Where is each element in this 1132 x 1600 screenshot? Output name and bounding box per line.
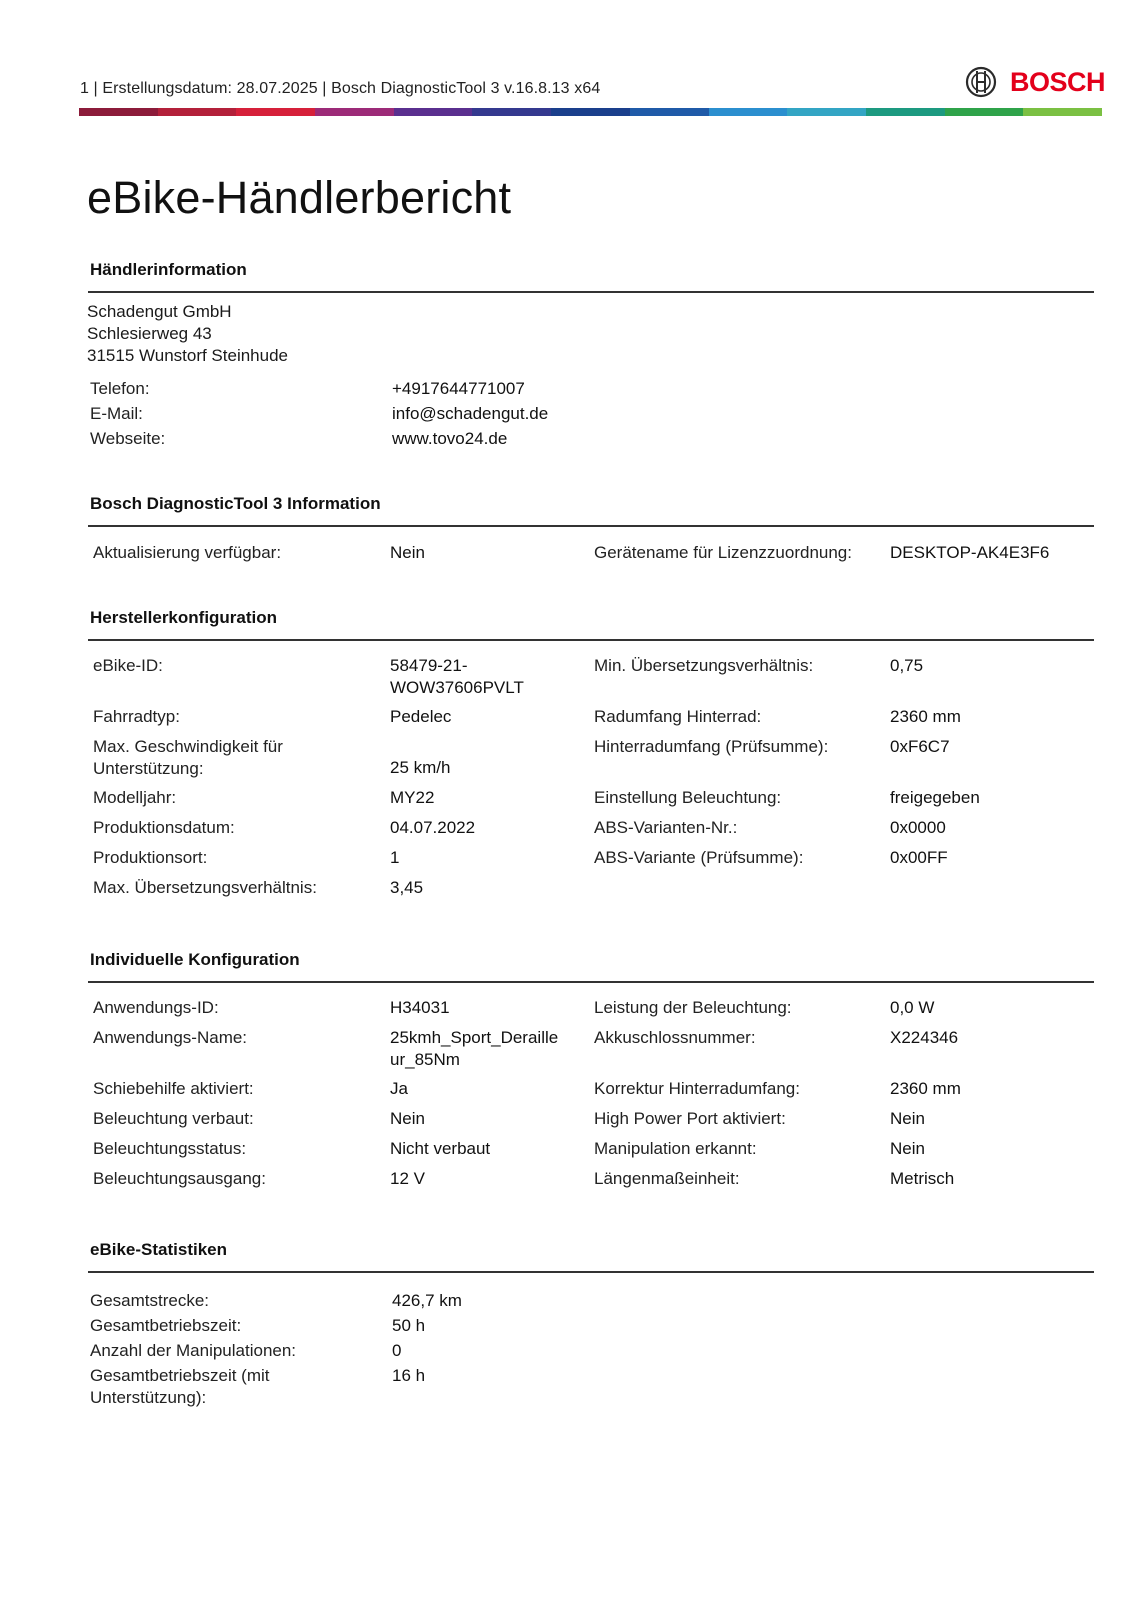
website-label: Webseite: <box>90 429 166 448</box>
individual-field-value: Nein <box>390 1109 425 1128</box>
individual-field-label: Längenmaßeinheit: <box>594 1169 740 1188</box>
website-value: www.tovo24.de <box>392 429 508 448</box>
bosch-logo <box>965 66 1105 100</box>
color-bar-segment <box>1023 108 1102 116</box>
update-available-label: Aktualisierung verfügbar: <box>93 543 282 562</box>
color-bar-segment <box>787 108 866 116</box>
statistic-label: Anzahl der Manipulationen: <box>90 1341 297 1360</box>
color-bar-segment <box>472 108 551 116</box>
color-bar-segment <box>945 108 1024 116</box>
manufacturer-field-label: Max. Übersetzungsverhältnis: <box>93 878 317 897</box>
email-label: E-Mail: <box>90 404 143 423</box>
individual-field-value: 25kmh_Sport_Deraille ur_85Nm <box>390 1028 559 1069</box>
color-bar-segment <box>79 108 158 116</box>
manufacturer-field-label: Modelljahr: <box>93 788 177 807</box>
individual-field-label: Beleuchtungsausgang: <box>93 1169 266 1188</box>
manufacturer-field-value: 0,75 <box>890 656 924 675</box>
color-bar-segment <box>630 108 709 116</box>
update-available-value: Nein <box>390 543 425 562</box>
individual-field-value: Nein <box>890 1109 925 1128</box>
manufacturer-field-label: ABS-Varianten-Nr.: <box>594 818 738 837</box>
manufacturer-field-label: Hinterradumfang (Prüfsumme): <box>594 737 829 756</box>
dealer-section-divider <box>88 291 1094 293</box>
email-value: info@schadengut.de <box>392 404 549 423</box>
manufacturer-field-label: Radumfang Hinterrad: <box>594 707 762 726</box>
page-title: eBike-Händlerbericht <box>87 172 512 223</box>
color-bar-segment <box>236 108 315 116</box>
dealer-street: Schlesierweg 43 <box>87 324 212 343</box>
manufacturer-field-label: eBike-ID: <box>93 656 163 675</box>
tool-section-divider <box>88 525 1094 527</box>
phone-value: +4917644771007 <box>392 379 525 398</box>
color-bar-segment <box>551 108 630 116</box>
manufacturer-field-label: Min. Übersetzungsverhältnis: <box>594 656 814 675</box>
manufacturer-section-divider <box>88 639 1094 641</box>
manufacturer-field-label: Einstellung Beleuchtung: <box>594 788 782 807</box>
color-bar-segment <box>315 108 394 116</box>
manufacturer-field-value: 3,45 <box>390 878 424 897</box>
individual-field-label: Korrektur Hinterradumfang: <box>594 1079 800 1098</box>
statistic-label: Gesamtbetriebszeit: <box>90 1316 242 1335</box>
manufacturer-field-value: 0x0000 <box>890 818 946 837</box>
color-bar-segment <box>394 108 473 116</box>
manufacturer-field-value: 25 km/h <box>390 758 451 777</box>
individual-field-value: Nicht verbaut <box>390 1139 491 1158</box>
statistic-value: 0 <box>392 1341 402 1360</box>
manufacturer-field-label: Fahrradtyp: <box>93 707 180 726</box>
phone-label: Telefon: <box>90 379 150 398</box>
individual-field-label: Akkuschlossnummer: <box>594 1028 756 1047</box>
dealer-section-heading: Händlerinformation <box>90 260 247 279</box>
statistic-value: 16 h <box>392 1366 426 1385</box>
individual-field-label: High Power Port aktiviert: <box>594 1109 786 1128</box>
dealer-name: Schadengut GmbH <box>87 302 232 321</box>
individual-field-value: 12 V <box>390 1169 425 1188</box>
manufacturer-field-label: ABS-Variante (Prüfsumme): <box>594 848 804 867</box>
individual-section-heading: Individuelle Konfiguration <box>90 950 300 969</box>
dealer-city: 31515 Wunstorf Steinhude <box>87 346 288 365</box>
individual-field-value: 0,0 W <box>890 998 935 1017</box>
individual-field-value: 2360 mm <box>890 1079 961 1098</box>
manufacturer-field-value: 1 <box>390 848 400 867</box>
manufacturer-field-value: Pedelec <box>390 707 452 726</box>
manufacturer-field-label: Produktionsdatum: <box>93 818 235 837</box>
statistic-label: Gesamtbetriebszeit (mit Unterstützung): <box>90 1366 270 1407</box>
color-bar-segment <box>866 108 945 116</box>
individual-field-label: Manipulation erkannt: <box>594 1139 757 1158</box>
color-bar-segment <box>709 108 788 116</box>
stats-section-divider <box>88 1271 1094 1273</box>
tool-section-heading: Bosch DiagnosticTool 3 Information <box>90 494 381 513</box>
individual-field-label: Beleuchtungsstatus: <box>93 1139 247 1158</box>
color-bar-segment <box>158 108 237 116</box>
individual-field-label: Beleuchtung verbaut: <box>93 1109 254 1128</box>
bosch-armature-icon <box>965 66 997 98</box>
statistic-value: 426,7 km <box>392 1291 462 1310</box>
individual-field-label: Anwendungs-ID: <box>93 998 219 1017</box>
manufacturer-section-heading: Herstellerkonfiguration <box>90 608 278 627</box>
manufacturer-field-value: 04.07.2022 <box>390 818 476 837</box>
manufacturer-field-value: freigegeben <box>890 788 980 807</box>
manufacturer-field-value: MY22 <box>390 788 435 807</box>
individual-field-value: H34031 <box>390 998 450 1017</box>
license-device-value: DESKTOP-AK4E3F6 <box>890 543 1050 562</box>
individual-field-value: Ja <box>390 1079 408 1098</box>
individual-section-divider <box>88 981 1094 983</box>
individual-field-value: X224346 <box>890 1028 959 1047</box>
manufacturer-field-value: 2360 mm <box>890 707 961 726</box>
individual-field-label: Anwendungs-Name: <box>93 1028 248 1047</box>
manufacturer-field-label: Max. Geschwindigkeit für Unterstützung: <box>93 737 283 778</box>
bosch-brand-text: BOSCH <box>1010 67 1106 97</box>
license-device-label: Gerätename für Lizenzzuordnung: <box>594 543 852 562</box>
manufacturer-field-value: 0xF6C7 <box>890 737 950 756</box>
individual-field-label: Leistung der Beleuchtung: <box>594 998 792 1017</box>
statistic-label: Gesamtstrecke: <box>90 1291 210 1310</box>
brand-color-bar <box>79 108 1102 116</box>
individual-field-value: Nein <box>890 1139 925 1158</box>
manufacturer-field-label: Produktionsort: <box>93 848 208 867</box>
individual-field-label: Schiebehilfe aktiviert: <box>93 1079 254 1098</box>
report-meta-line: 1 | Erstellungsdatum: 28.07.2025 | Bosch DiagnosticTool 3 v.16.8.13 x64 <box>80 80 601 97</box>
statistic-value: 50 h <box>392 1316 426 1335</box>
manufacturer-field-value: 0x00FF <box>890 848 948 867</box>
manufacturer-field-value: 58479-21- WOW37606PVLT <box>390 656 524 697</box>
individual-field-value: Metrisch <box>890 1169 955 1188</box>
stats-section-heading: eBike-Statistiken <box>90 1240 227 1259</box>
